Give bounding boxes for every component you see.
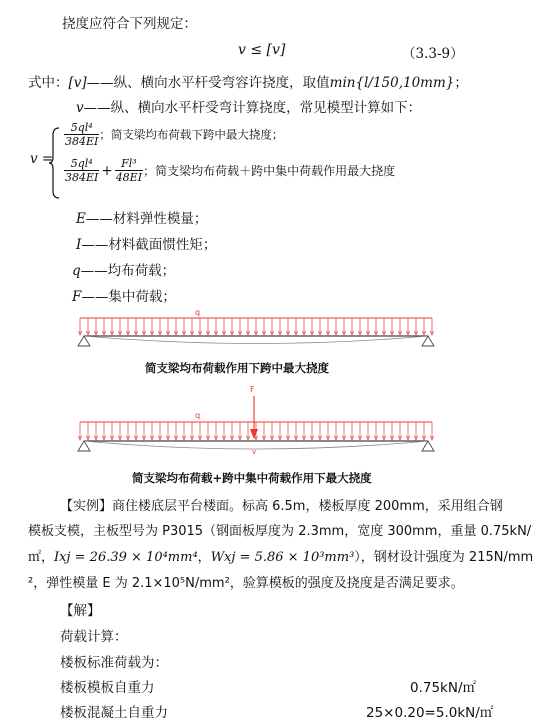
case1-row [64,121,283,148]
min-expression: min{l/150,10mm} [329,75,455,91]
example-line-3a: ㎡， [28,550,55,565]
case2-text: ；简支梁均布荷载＋跨中集中荷载作用最大挠度 [143,164,396,178]
case2-fraction-1 [64,157,99,184]
case1-denominator: 384EI [65,135,99,148]
row-concrete-label: 楼板混凝土自重力 [60,705,168,721]
example-comma: ， [197,550,211,565]
uniform-load-arrows-2 [78,422,433,440]
def-q-text: ——均布荷载； [80,263,176,279]
def-E [76,207,207,227]
case2-numerator-2: Fl³ [115,157,143,171]
beam-diagram-uniform [70,305,442,355]
beam-diagram-combined [70,383,442,461]
v-equals: v = [30,151,54,167]
where-semicolon: ； [454,75,468,91]
left-support-icon [78,336,90,346]
example-line-4: ²，弹性模量 E 为 2.1×10⁵N/mm²，验算模板的强度及挠度是否满足要求。 [28,576,464,591]
case2-row [64,157,395,184]
formula-number: （3.3-9） [402,46,464,62]
case2-numerator-1: 5ql⁴ [64,157,99,171]
uniform-load-arrows [78,318,433,335]
load-calc-heading: 荷载计算： [60,629,128,645]
case2-plus: + [101,162,113,179]
where-description: ——纵、横向水平杆受弯容许挠度，取值 [86,75,330,91]
where-line [28,71,468,91]
case1-fraction [64,121,99,148]
right-support-icon-2 [422,441,434,451]
def-E-symbol: E [76,211,86,227]
example-line-1: 【实例】商住楼底层平台楼面。标高 6.5m，楼板厚度 200mm，采用组合钢 [60,499,503,514]
deflection-curve [84,336,428,344]
v-allowable-symbol: [v] [68,75,87,91]
v-symbol: v [76,100,84,116]
case2-denominator-1: 384EI [65,171,99,184]
intro-text: 挠度应符合下列规定： [62,16,197,32]
q-label: q [195,308,201,317]
example-line-3b: ），钢材设计强度为 215N/mm [354,550,533,565]
q-label-2: q [195,411,201,420]
def-q [72,259,175,279]
caption-diagram-2: 简支梁均布荷载+跨中集中荷载作用下最大挠度 [132,471,372,485]
def-F-symbol: F [72,289,82,305]
def-I-text: ——材料截面惯性矩； [81,237,217,253]
example-line-3 [28,546,533,565]
def-I [76,233,216,253]
example-line-2: 模板支模，主板型号为 P3015（钢面板厚度为 2.3mm，宽度 300mm，重量 0.75kN/ [28,524,532,539]
v-description: ——纵、横向水平杆受弯计算挠度，常见模型计算如下： [83,100,422,116]
solution-heading: 【解】 [60,603,101,619]
row-formwork-label: 楼板模板自重力 [60,680,155,696]
def-q-symbol: q [72,263,81,279]
v-label: v [252,448,257,456]
case1-numerator: 5ql⁴ [64,121,99,135]
caption-diagram-1: 简支梁均布荷载作用下跨中最大挠度 [145,361,329,375]
case2-denominator-2: 48EI [115,171,143,184]
wxj-expression: Wxj = 5.86 × 10³mm³ [210,550,355,565]
def-F [72,285,176,305]
case1-text: ；简支梁均布荷载下跨中最大挠度； [99,127,284,142]
left-support-icon-2 [78,441,90,451]
where-prefix: 式中： [28,75,69,91]
right-support-icon [422,336,434,346]
v-definition-line [76,96,421,116]
case2-fraction-2 [115,157,143,184]
row-concrete-value: 25×0.20=5.0kN/㎡ [366,705,494,721]
def-E-text: ——材料弹性模量； [85,211,208,227]
f-label: F [250,385,255,394]
row-formwork-value: 0.75kN/㎡ [410,680,477,696]
ixj-expression: Ixj = 26.39 × 10⁴mm⁴ [54,550,198,565]
def-F-text: ——集中荷载； [81,289,176,305]
def-I-symbol: I [76,237,82,253]
left-brace-icon [48,127,60,199]
standard-load-heading: 楼板标准荷载为： [60,655,168,671]
formula-main: v ≤ [v] [238,42,286,58]
